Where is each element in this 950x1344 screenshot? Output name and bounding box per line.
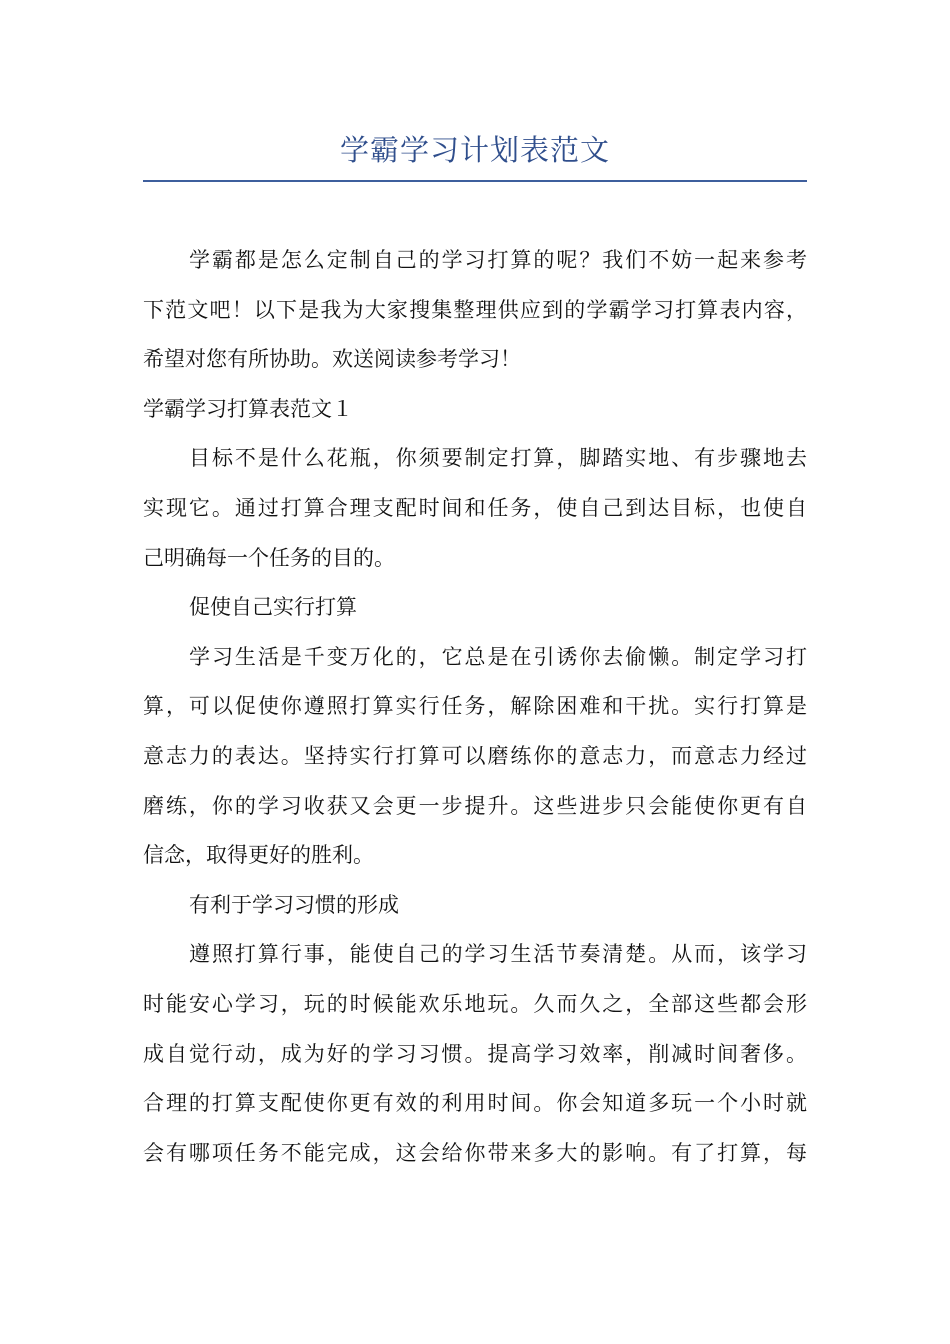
document-body	[143, 236, 807, 1178]
text-line: 下范文吧！以下是我为大家搜集整理供应到的学霸学习打算表内容，	[143, 297, 807, 322]
text-line: 目标不是什么花瓶，你须要制定打算，脚踏实地、有步骤地去	[189, 446, 807, 471]
text-line: 遵照打算行事，能使自己的学习生活节奏清楚。从而，该学习	[189, 942, 807, 967]
text-line: 会有哪项任务不能完成，这会给你带来多大的影响。有了打算，每	[143, 1140, 807, 1165]
text-line: 实现它。通过打算合理支配时间和任务，使自己到达目标，也使自	[143, 495, 807, 520]
document-title: 学霸学习计划表范文	[339, 133, 610, 167]
section-heading: 学霸学习打算表范文１	[143, 396, 353, 421]
text-line: 学霸都是怎么定制自己的学习打算的呢？我们不妨一起来参考	[189, 248, 807, 272]
subheading: 有利于学习习惯的形成	[189, 892, 399, 917]
text-line: 信念，取得更好的胜利。	[143, 843, 374, 868]
text-line: 算，可以促使你遵照打算实行任务，解除困难和干扰。实行打算是	[143, 694, 807, 719]
text-line: 成自觉行动，成为好的学习习惯。提高学习效率，削减时间奢侈。	[143, 1041, 807, 1066]
text-line: 合理的打算支配使你更有效的利用时间。你会知道多玩一个小时就	[143, 1091, 807, 1116]
text-line: 意志力的表达。坚持实行打算可以磨练你的意志力，而意志力经过	[143, 743, 807, 768]
title-underline	[143, 180, 807, 182]
text-line: 己明确每一个任务的目的。	[143, 545, 395, 570]
text-line: 时能安心学习，玩的时候能欢乐地玩。久而久之，全部这些都会形	[143, 991, 807, 1016]
text-line: 希望对您有所协助。欢送阅读参考学习！	[143, 347, 521, 372]
text-line: 磨练，你的学习收获又会更一步提升。这些进步只会能使你更有自	[143, 793, 807, 818]
subheading: 促使自己实行打算	[189, 595, 357, 620]
text-line: 学习生活是千变万化的，它总是在引诱你去偷懒。制定学习打	[189, 644, 807, 669]
